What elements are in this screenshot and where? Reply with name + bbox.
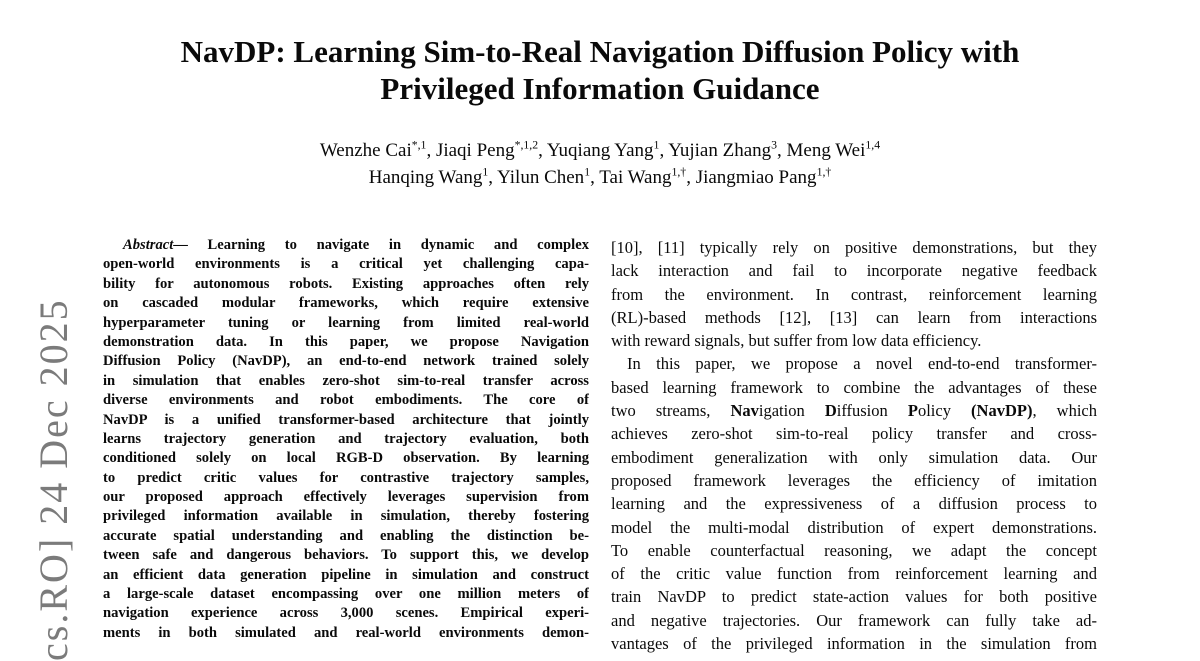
paper-title (0, 33, 1200, 107)
text-segment: embodiment generalization with only simulation data. Our (611, 447, 1097, 467)
text-segment: bility for autonomous robots. Existing approaches often rely (103, 275, 589, 292)
text-segment: a large-scale dataset encompassing over one million meters of (103, 586, 589, 603)
text-segment: learning and the expressiveness of a diffusion process to (611, 494, 1097, 514)
text-segment: our proposed approach effectively leverages supervision from (103, 489, 589, 506)
text-segment: Wenzhe Cai (319, 140, 412, 161)
text-segment: and negative trajectories. Our framework can fully take ad- (611, 610, 1097, 630)
text-segment: accurate spatial understanding and enabling the distinction be- (103, 527, 589, 544)
text-segment: To enable counterfactual reasoning, we adapt the concept (611, 540, 1097, 560)
text-segment: achieves zero-shot sim-to-real policy transfer and cross- (611, 424, 1097, 444)
author-line-2 (0, 164, 1200, 191)
text-segment: an efficient data generation pipeline in simulation and construct (103, 566, 589, 583)
text-line (103, 314, 589, 333)
text-segment: [10], [11] typically rely on positive demonstrations, but they (611, 238, 1097, 257)
author-affiliation-mark: 1,4 (865, 138, 881, 152)
text-segment: , Tai Wang (590, 167, 672, 188)
text-segment: , Meng Wei (777, 140, 866, 161)
text-line (103, 391, 589, 410)
text-line (103, 352, 589, 371)
text-line (103, 275, 589, 294)
text-segment: diverse environments and robot embodiments. The core of (103, 392, 589, 409)
text-segment: D (824, 401, 837, 421)
text-line (103, 255, 589, 274)
text-segment: (NavDP) (971, 401, 1033, 421)
text-segment: tween safe and dangerous behaviors. To support this, we develop (103, 547, 589, 564)
text-line (103, 585, 589, 604)
author-affiliation-mark: 1 (584, 165, 591, 179)
text-segment: , which (1032, 401, 1097, 421)
text-line (103, 488, 589, 507)
author-list (0, 137, 1200, 191)
text-segment: two streams, (611, 401, 731, 421)
text-segment: (RL)-based methods [12], [13] can learn from interactions (611, 307, 1097, 327)
text-line (103, 566, 589, 585)
text-segment: model the multi-modal distribution of expert demonstrations. (611, 517, 1097, 537)
text-segment: P (907, 401, 918, 421)
text-segment: , Jiangmiao Pang (686, 167, 817, 188)
text-segment: olicy (917, 401, 972, 421)
text-segment: of the critic value function from reinforcement learning and (611, 564, 1097, 584)
text-line (611, 422, 1097, 445)
text-line (103, 294, 589, 313)
abstract-column (103, 236, 589, 643)
text-line (611, 283, 1097, 306)
text-line (103, 372, 589, 391)
text-line (611, 632, 1097, 655)
text-line (611, 469, 1097, 492)
paper-title-line-2: Privileged Information Guidance (380, 71, 820, 106)
paper-title-line-1: NavDP: Learning Sim-to-Real Navigation Diffusion Policy with (180, 34, 1020, 69)
text-segment: iffusion (836, 401, 908, 421)
text-segment: In this paper, we propose a novel end-to-end transformer- (627, 354, 1097, 374)
text-line (611, 306, 1097, 329)
author-affiliation-mark: 1,† (671, 165, 687, 179)
text-line (103, 624, 589, 643)
text-line (103, 469, 589, 488)
author-affiliation-mark: 3 (771, 138, 778, 152)
text-line (103, 430, 589, 449)
text-line (103, 236, 589, 255)
introduction-column (611, 236, 1097, 655)
text-line (611, 609, 1097, 632)
text-segment: proposed framework leverages the efficiency of imitation (611, 470, 1097, 490)
text-line (611, 376, 1097, 399)
text-segment: lack interaction and fail to incorporate negative feedback (611, 261, 1097, 281)
text-segment: in simulation that enables zero-shot sim-to-real transfer across (103, 372, 589, 389)
text-line (611, 539, 1097, 562)
text-segment: Abstract (123, 237, 174, 253)
text-segment: , Yuqiang Yang (538, 140, 654, 161)
text-segment: vantages of the privileged information in the simulation from (611, 634, 1097, 654)
text-segment: train NavDP to predict state-action values for both positive (611, 587, 1097, 607)
author-affiliation-mark: 1 (653, 138, 660, 152)
text-segment: based learning framework to combine the advantages of these (611, 377, 1097, 397)
text-line (611, 516, 1097, 539)
arxiv-banner: cs.RO] 24 Dec 2025 (31, 298, 76, 661)
text-segment: — Learning to navigate in dynamic and complex (173, 237, 589, 253)
text-segment: with reward signals, but suffer from low data efficiency. (611, 331, 982, 351)
text-segment: privileged information available in simulation, thereby fostering (103, 508, 589, 525)
text-segment: , Yujian Zhang (659, 140, 772, 161)
text-segment: hyperparameter tuning or learning from limited real-world (103, 314, 589, 331)
text-segment: learns trajectory generation and trajectory evaluation, both (103, 430, 589, 447)
text-segment: on cascaded modular frameworks, which require extensive (103, 295, 589, 312)
text-segment: to predict critic values for contrastive trajectory samples, (103, 469, 589, 486)
author-affiliation-mark: 1,† (816, 165, 832, 179)
text-segment: navigation experience across 3,000 scenes. Empirical experi- (103, 605, 589, 622)
text-line (611, 399, 1097, 422)
text-segment: Hanqing Wang (368, 167, 483, 188)
text-line (103, 604, 589, 623)
text-line (103, 546, 589, 565)
author-affiliation-mark: 1 (482, 165, 489, 179)
text-line (103, 449, 589, 468)
text-line (611, 352, 1097, 375)
text-segment: Diffusion Policy (NavDP), an end-to-end network trained solely (103, 353, 589, 370)
text-segment: , Jiaqi Peng (426, 140, 515, 161)
text-segment: from the environment. In contrast, reinforcement learning (611, 284, 1097, 304)
text-line (611, 329, 1097, 352)
text-segment: , Yilun Chen (488, 167, 585, 188)
author-affiliation-mark: *,1 (411, 138, 427, 152)
text-line (103, 411, 589, 430)
text-segment: conditioned solely on local RGB-D observation. By learning (103, 450, 589, 467)
text-line (103, 333, 589, 352)
text-line (611, 236, 1097, 259)
text-segment: open-world environments is a critical yet challenging capa- (103, 256, 589, 273)
text-segment: NavDP is a unified transformer-based architecture that jointly (103, 411, 589, 428)
text-line (611, 492, 1097, 515)
text-segment: Nav (730, 401, 759, 421)
text-line (611, 259, 1097, 282)
text-segment: igation (758, 401, 825, 421)
text-line (611, 585, 1097, 608)
author-affiliation-mark: *,1,2 (514, 138, 539, 152)
text-line (103, 507, 589, 526)
author-line-1 (0, 137, 1200, 164)
text-line (103, 527, 589, 546)
text-segment: ments in both simulated and real-world environments demon- (103, 624, 589, 641)
text-segment: demonstration data. In this paper, we propose Navigation (103, 333, 589, 350)
text-line (611, 562, 1097, 585)
text-line (611, 446, 1097, 469)
